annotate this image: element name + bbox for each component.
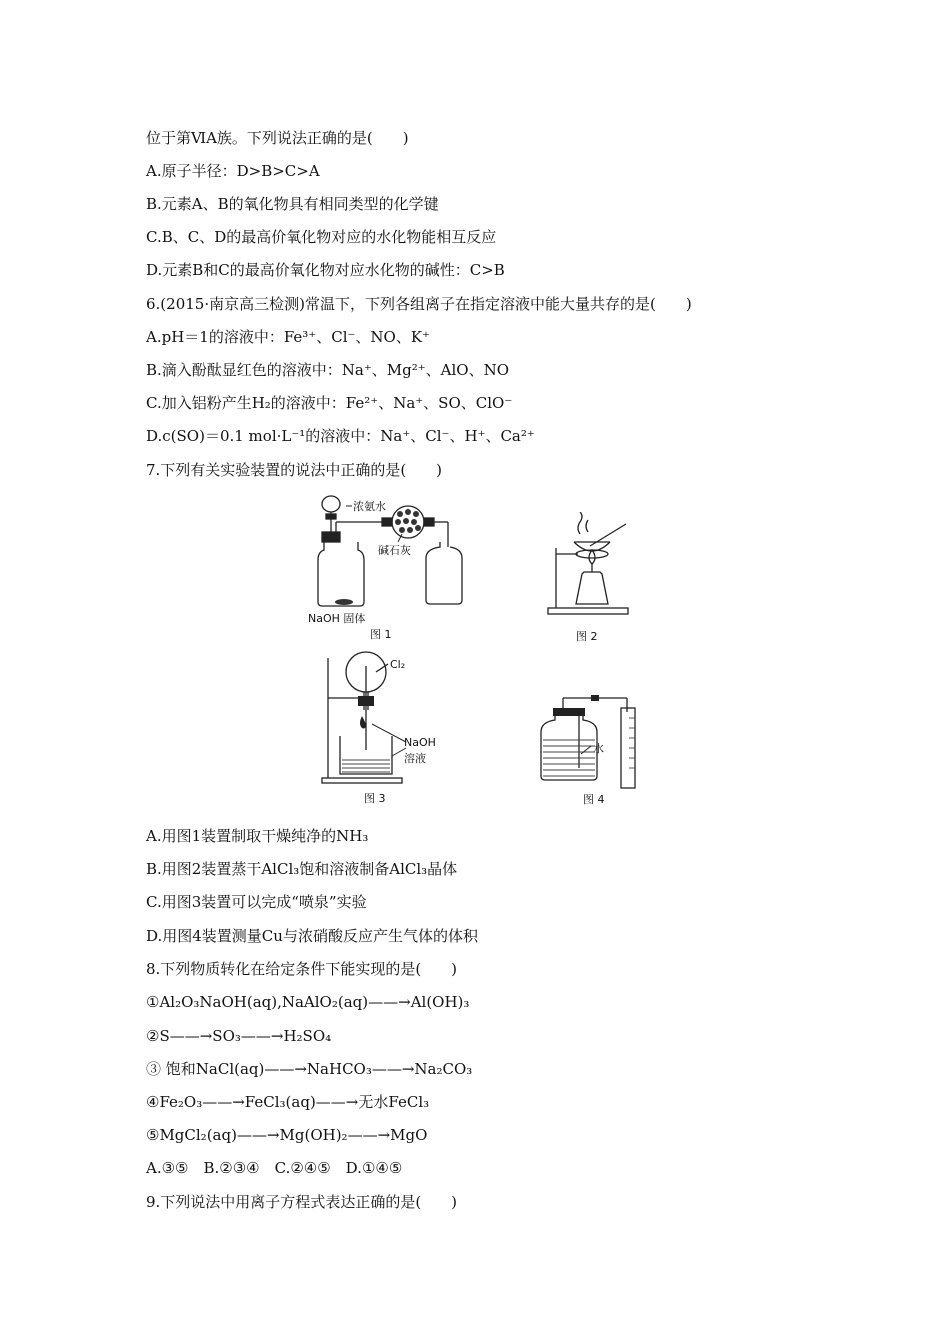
q6-option-a: A.pH＝1的溶液中：Fe³⁺、Cl⁻、NO、K⁺ <box>146 328 430 346</box>
question-9-stem: 9.下列说法中用离子方程式表达正确的是( ) <box>146 1193 458 1211</box>
figure-1 <box>300 492 480 642</box>
question-5-stem-tail: 位于第ⅥA族。下列说法正确的是( ) <box>146 129 409 147</box>
figure-2 <box>540 512 640 642</box>
q7-option-a: A.用图1装置制取干燥纯净的NH₃ <box>146 827 369 845</box>
question-7-stem: 7.下列有关实验装置的说法中正确的是( ) <box>146 461 443 479</box>
q8-item-2: ②S——→SO₃——→H₂SO₄ <box>146 1027 332 1045</box>
figure-3-drawing <box>318 650 458 790</box>
label-ammonia: 浓氨水 <box>353 500 386 513</box>
caption-figure-1: 图 1 <box>370 628 392 641</box>
label-soda-lime: 碱石灰 <box>378 544 411 557</box>
q8-item-5: ⑤MgCl₂(aq)——→Mg(OH)₂——→MgO <box>146 1126 428 1144</box>
q7-option-d: D.用图4装置测量Cu与浓硝酸反应产生气体的体积 <box>146 927 478 945</box>
q8-options: A.③⑤ B.②③④ C.②④⑤ D.①④⑤ <box>146 1159 403 1177</box>
label-water: 水 <box>593 742 604 755</box>
figure-4-drawing <box>535 690 645 790</box>
figure-3 <box>318 650 458 805</box>
q7-option-b: B.用图2装置蒸干AlCl₃饱和溶液制备AlCl₃晶体 <box>146 860 458 878</box>
caption-figure-2: 图 2 <box>576 630 598 643</box>
q8-item-3: ③ 饱和NaCl(aq)——→NaHCO₃——→Na₂CO₃ <box>146 1060 473 1078</box>
q8-item-1: ①Al₂O₃NaOH(aq),NaAlO₂(aq)——→Al(OH)₃ <box>146 993 470 1011</box>
caption-figure-3: 图 3 <box>364 792 386 805</box>
label-chlorine: Cl₂ <box>390 658 406 671</box>
question-8-stem: 8.下列物质转化在给定条件下能实现的是( ) <box>146 960 458 978</box>
question-6-stem: 6.(2015·南京高三检测)常温下，下列各组离子在指定溶液中能大量共存的是( ) <box>146 295 692 313</box>
q5-option-b: B.元素A、B的氧化物具有相同类型的化学键 <box>146 195 439 213</box>
q5-option-c: C.B、C、D的最高价氧化物对应的水化物能相互反应 <box>146 228 497 246</box>
q7-option-c: C.用图3装置可以完成“喷泉”实验 <box>146 893 367 911</box>
figure-4 <box>535 690 645 805</box>
label-solution: 溶液 <box>404 752 426 765</box>
figure-2-drawing <box>540 512 640 632</box>
label-naoh-solid: NaOH 固体 <box>308 612 366 625</box>
q6-option-d: D.c(SO)＝0.1 mol·L⁻¹的溶液中：Na⁺、Cl⁻、H⁺、Ca²⁺ <box>146 427 535 445</box>
caption-figure-4: 图 4 <box>583 793 605 806</box>
q5-option-a: A.原子半径：D>B>C>A <box>146 162 320 180</box>
q5-option-d: D.元素B和C的最高价氧化物对应水化物的碱性：C>B <box>146 261 505 279</box>
label-naoh: NaOH <box>404 736 436 749</box>
q8-item-4: ④Fe₂O₃——→FeCl₃(aq)——→无水FeCl₃ <box>146 1093 430 1111</box>
q6-option-b: B.滴入酚酞显红色的溶液中：Na⁺、Mg²⁺、AlO、NO <box>146 361 510 379</box>
q6-option-c: C.加入铝粉产生H₂的溶液中：Fe²⁺、Na⁺、SO、ClO⁻ <box>146 394 513 412</box>
